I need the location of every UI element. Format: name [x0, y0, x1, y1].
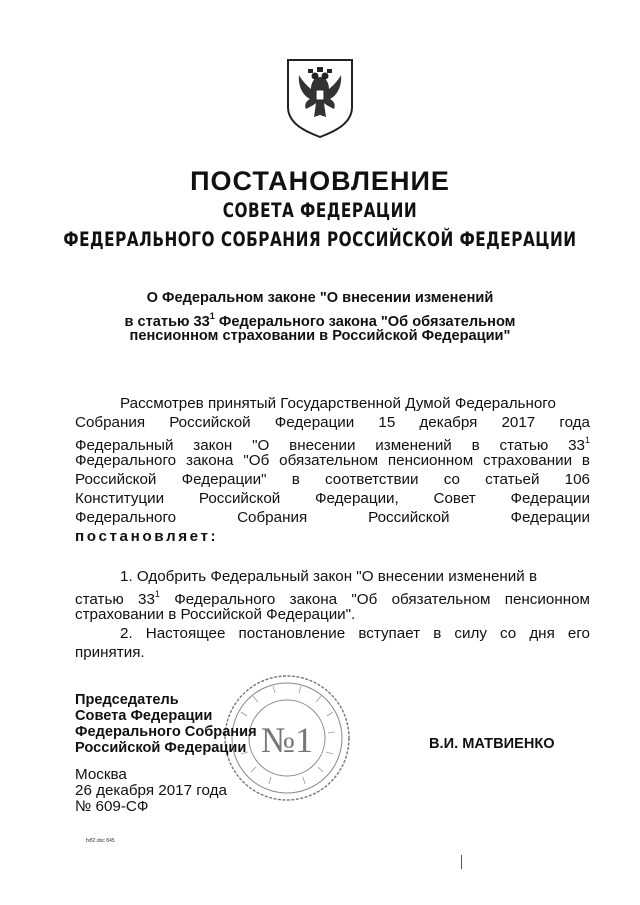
signatory-name: В.И. МАТВИЕНКО — [429, 736, 555, 752]
preamble-line-1: Рассмотрев принятый Государственной Думой Федерального — [120, 395, 556, 412]
signatory-position-3: Федерального Собрания — [75, 724, 257, 740]
preamble-line-2: Собрания Российской Федерации 15 декабря 2017 года — [75, 414, 590, 431]
stamp-number: №1 — [260, 720, 314, 760]
caption-line-2: в статью $33^1$ Федерального закона "Об обязательном — [124, 311, 516, 330]
point-1-line-1: 1. Одобрить Федеральный закон "О внесении изменений в — [120, 568, 538, 585]
scan-mark — [461, 855, 462, 869]
point-1-line-3: страховании в Российской Федерации". — [75, 606, 356, 623]
issuing-body-full: ФЕДЕРАЛЬНОГО СОБРАНИЯ РОССИЙСКОЙ ФЕДЕРАЦИИ — [63, 228, 577, 252]
place: Москва — [75, 766, 127, 783]
signatory-position-2: Совета Федерации — [75, 708, 213, 724]
preamble-line-3: Федеральный закон "О внесении изменений в статью $33^1$ — [75, 435, 590, 455]
caption-line-3: пенсионном страховании в Российской Федерации" — [129, 328, 511, 344]
caption-line-1: О Федеральном законе "О внесении изменений — [146, 290, 494, 306]
point-2-line-2: принятия. — [75, 644, 145, 661]
point-1-line-2: статью $33^1$ Федерального закона "Об обязательном пенсионном — [75, 589, 590, 609]
date: 26 декабря 2017 года — [75, 782, 227, 799]
preamble-line-7: Федерального Собрания Российской Федерации — [75, 509, 590, 526]
signatory-position-4: Российской Федерации — [75, 740, 247, 756]
signatory-position-1: Председатель — [75, 692, 179, 708]
resolution-verb: постановляет: — [75, 528, 219, 545]
issuing-body: СОВЕТА ФЕДЕРАЦИИ — [222, 199, 418, 223]
point-2-line-1: 2. Настоящее постановление вступает в силу со дня его — [120, 625, 590, 642]
preamble-line-5: Российской Федерации" в соответствии со статьей 106 — [75, 471, 590, 488]
coat-of-arms-emblem — [284, 57, 356, 139]
preamble-line-4: Федерального закона "Об обязательном пенсионном страховании в — [75, 452, 590, 469]
preamble-line-6: Конституции Российской Федерации, Совет Федерации — [75, 490, 590, 507]
document-number: № 609-СФ — [75, 798, 149, 815]
document-title: ПОСТАНОВЛЕНИЕ — [190, 166, 450, 196]
file-reference: fx82.doc 845 — [86, 838, 115, 844]
